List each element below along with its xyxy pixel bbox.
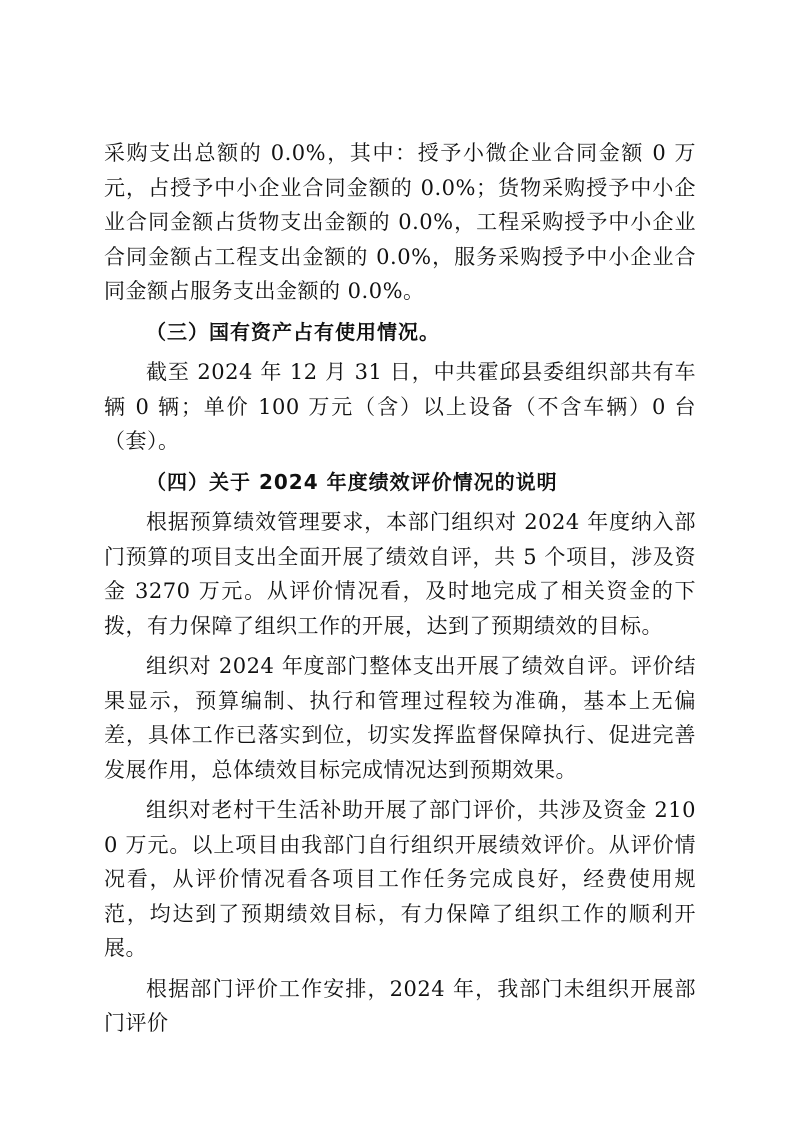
section-heading-performance: （四）关于 2024 年度绩效评价情况的说明 [146,469,558,494]
paragraph-procurement-tail: 采购支出总额的 0.0%，其中：授予小微企业合同金额 0 万元，占授予中小企业合同金额的 0.0%；货物采购授予中小企业合同金额占货物支出金额的 0.0%，工程采购授予中小企业合同金额占工程支出金额的 0.0%，服务采购授予中小企业合同金额占服务支出金额的 0.0%。 [104,141,696,303]
paragraph-self-eval-overall: 组织对 2024 年度部门整体支出开展了绩效自评。评价结果显示，预算编制、执行和管理过程较为准确，基本上无偏差，具体工作已落实到位，切实发挥监督保障执行、促进完善发展作用，总体绩效目标完成情况达到预期效果。 [104,654,696,782]
paragraph-assets: 截至 2024 年 12 月 31 日，中共霍邱县委组织部共有车辆 0 辆；单价 100 万元（含）以上设备（不含车辆）0 台（套）。 [104,360,696,453]
paragraph-self-eval-projects: 根据预算绩效管理要求，本部门组织对 2024 年度纳入部门预算的项目支出全面开展了绩效自评，共 5 个项目，涉及资金 3270 万元。从评价情况看，及时地完成了相关资金的下拨，有力保障了组织工作的开展，达到了预期绩效的目标。 [104,510,696,638]
document-body [104,136,696,1041]
paragraph-dept-eval-plan: 根据部门评价工作安排，2024 年，我部门未组织开展部门评价 [104,976,696,1035]
paragraph-dept-eval: 组织对老村干生活补助开展了部门评价，共涉及资金 2100 万元。以上项目由我部门自行组织开展绩效评价。从评价情况看，从评价情况看各项目工作任务完成良好，经费使用规范，均达到了预期绩效目标，有力保障了组织工作的顺利开展。 [104,798,696,960]
section-heading-assets: （三）国有资产占有使用情况。 [146,319,440,344]
